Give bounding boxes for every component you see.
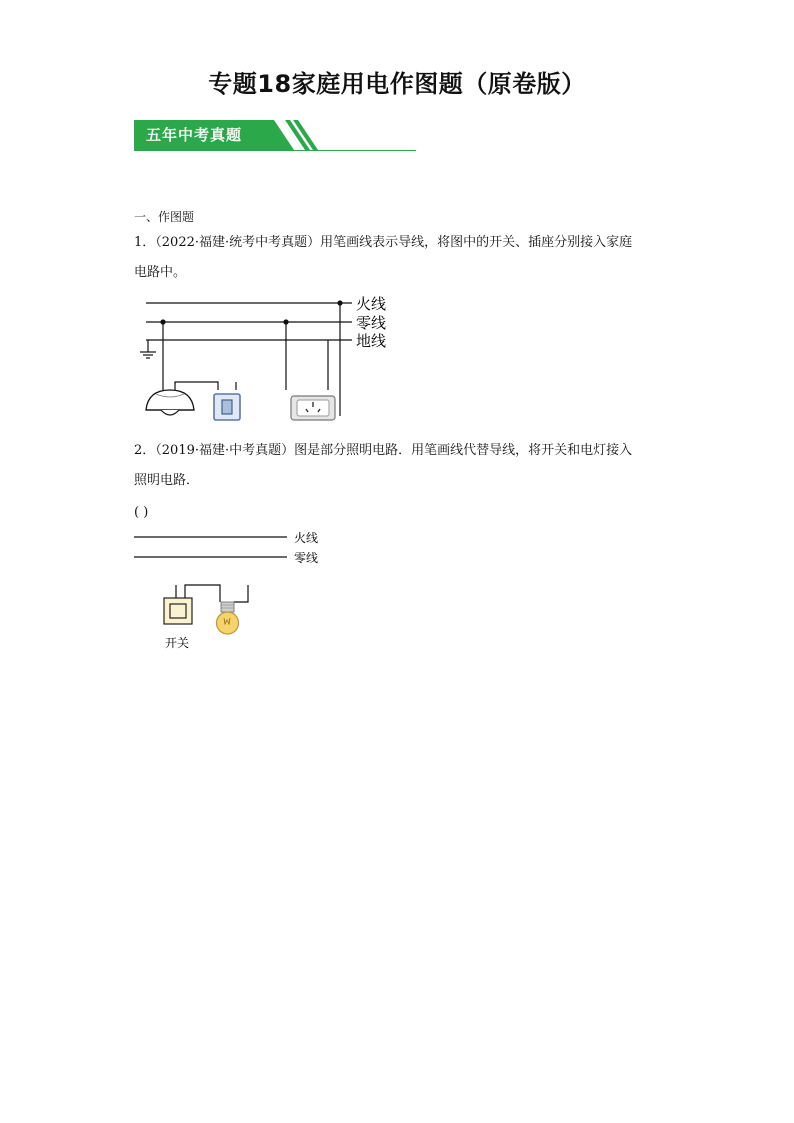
figure-1-circuit: [134, 290, 404, 430]
live-wire-label-2: 火线: [294, 531, 319, 545]
switch-label: 开关: [165, 636, 190, 650]
section-heading: 一、作图题: [134, 210, 195, 224]
banner-label: 五年中考真题: [146, 126, 243, 144]
ceiling-lamp-icon: [146, 390, 194, 415]
switch-icon: [164, 598, 192, 624]
figure-2-circuit: [130, 502, 350, 662]
ground-wire-label: 地线: [356, 332, 387, 350]
switch-icon: [214, 394, 240, 420]
neutral-wire-label-2: 零线: [294, 551, 319, 565]
ground-symbol-icon: [140, 340, 156, 358]
light-bulb-icon: [217, 602, 239, 634]
page-title: 专题18家庭用电作图题（原卷版）: [208, 70, 586, 98]
live-wire-label: 火线: [356, 295, 387, 313]
neutral-wire-label: 零线: [356, 314, 387, 332]
socket-icon: [291, 396, 335, 420]
question-1-text-cont: 电路中。: [134, 265, 187, 280]
question-2-text: 2．（2019·福建·中考真题）图是部分照明电路．用笔画线代替导线，将开关和电灯接入: [134, 443, 633, 458]
question-2-text-cont: 照明电路．: [134, 473, 200, 488]
answer-blank[interactable]: ( ): [134, 505, 149, 520]
question-1-text: 1．（2022·福建·统考中考真题）用笔画线表示导线，将图中的开关、插座分别接入家庭: [134, 235, 633, 250]
